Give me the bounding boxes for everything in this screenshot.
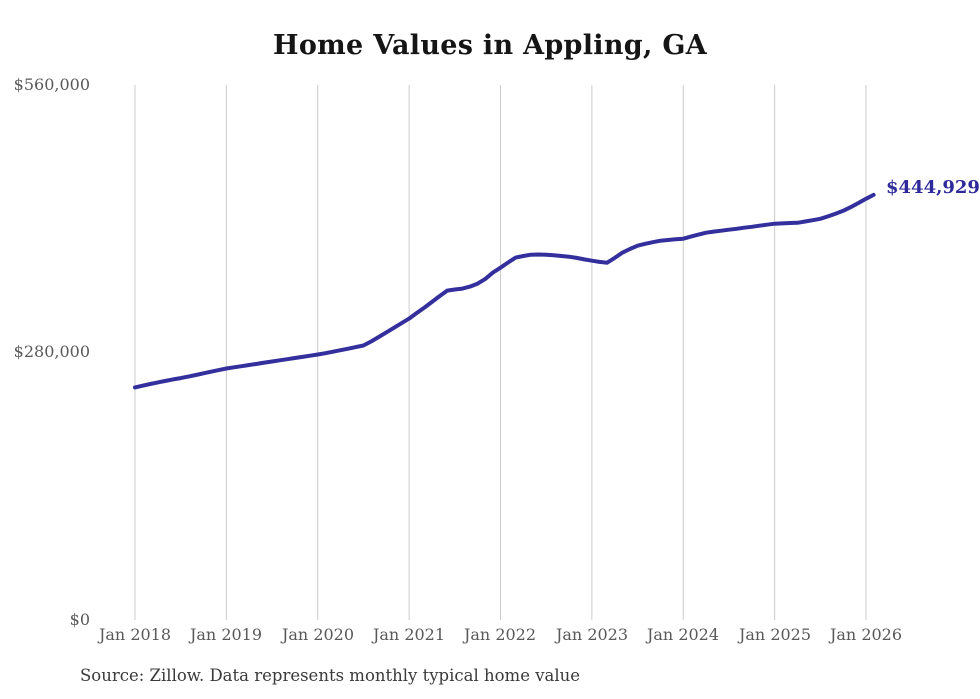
x-axis-tick-2020: Jan 2020 [281,625,355,644]
source-note: Source: Zillow. Data represents monthly typical home value [80,666,581,685]
x-axis-tick-2018: Jan 2018 [98,625,172,644]
y-axis-tick-560000: $560,000 [13,75,90,94]
latest-value-label: $444,929 [886,177,980,198]
chart-title: Home Values in Appling, GA [273,30,707,61]
x-axis-tick-2023: Jan 2023 [555,625,629,644]
x-axis-tick-2022: Jan 2022 [463,625,537,644]
x-axis-tick-2021: Jan 2021 [372,625,446,644]
x-axis-tick-2026: Jan 2026 [829,625,903,644]
x-axis-tick-2025: Jan 2025 [738,625,812,644]
x-axis-tick-2019: Jan 2019 [189,625,263,644]
y-axis-tick-280000: $280,000 [13,342,90,361]
home-value-line [135,195,874,388]
x-axis-tick-2024: Jan 2024 [646,625,720,644]
y-axis-tick-0: $0 [69,610,90,629]
